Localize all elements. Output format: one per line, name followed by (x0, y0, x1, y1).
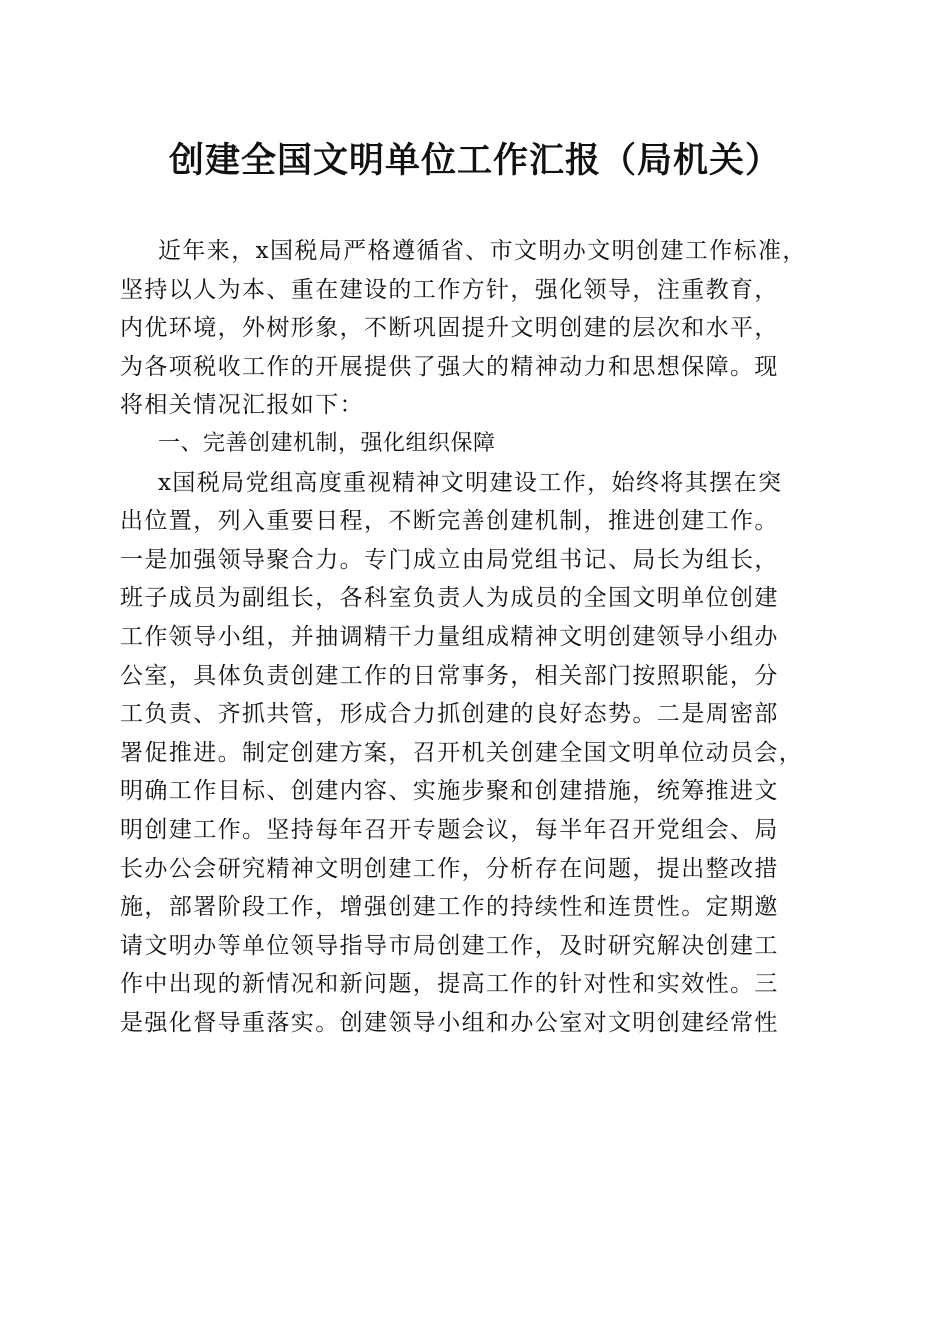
paragraph-line: 作中出现的新情况和新问题，提高工作的针对性和实效性。三 (120, 971, 779, 998)
paragraph-line: 将相关情况汇报如下： (120, 392, 364, 419)
paragraph-line: 班子成员为副组长，各科室负责人为成员的全国文明单位创建 (120, 585, 779, 612)
paragraph-line: 一是加强领导聚合力。专门成立由局党组书记、局长为组长， (120, 546, 779, 573)
paragraph-line: 公室，具体负责创建工作的日常事务，相关部门按照职能，分 (120, 662, 779, 689)
paragraph-line: 内优环境，外树形象，不断巩固提升文明创建的层次和水平， (120, 315, 779, 342)
section-heading: 一、完善创建机制，强化组织保障 (158, 430, 496, 456)
paragraph-line: 坚持以人为本、重在建设的工作方针，强化领导，注重教育， (120, 276, 779, 303)
paragraph-line: 长办公会研究精神文明创建工作，分析存在问题，提出整改措 (120, 855, 779, 882)
paragraph-line: 出位置，列入重要日程，不断完善创建机制，推进创建工作。 (120, 508, 779, 535)
document-body (120, 232, 840, 1042)
document-title: 创建全国文明单位工作汇报（局机关） (168, 140, 781, 181)
paragraph-line: 工负责、齐抓共管，形成合力抓创建的良好态势。二是周密部 (120, 701, 779, 728)
paragraph-line: 为各项税收工作的开展提供了强大的精神动力和思想保障。现 (120, 353, 779, 380)
paragraph-line: 施，部署阶段工作，增强创建工作的持续性和连贯性。定期邀 (120, 894, 779, 921)
paragraph-line: 请文明办等单位领导指导市局创建工作，及时研究解决创建工 (120, 932, 779, 959)
paragraph-line: 近年来，x国税局严格遵循省、市文明办文明创建工作标准， (158, 238, 807, 264)
paragraph-line: x国税局党组高度重视精神文明建设工作，始终将其摆在突 (158, 469, 783, 496)
paragraph-line: 明确工作目标、创建内容、实施步聚和创建措施，统筹推进文 (120, 778, 779, 805)
paragraph-line: 是强化督导重落实。创建领导小组和办公室对文明创建经常性 (120, 1009, 779, 1036)
paragraph-line: 明创建工作。坚持每年召开专题会议，每半年召开党组会、局 (120, 816, 779, 843)
paragraph-line: 工作领导小组，并抽调精干力量组成精神文明创建领导小组办 (120, 623, 779, 650)
paragraph-line: 署促推进。制定创建方案，召开机关创建全国文明单位动员会， (120, 739, 804, 766)
